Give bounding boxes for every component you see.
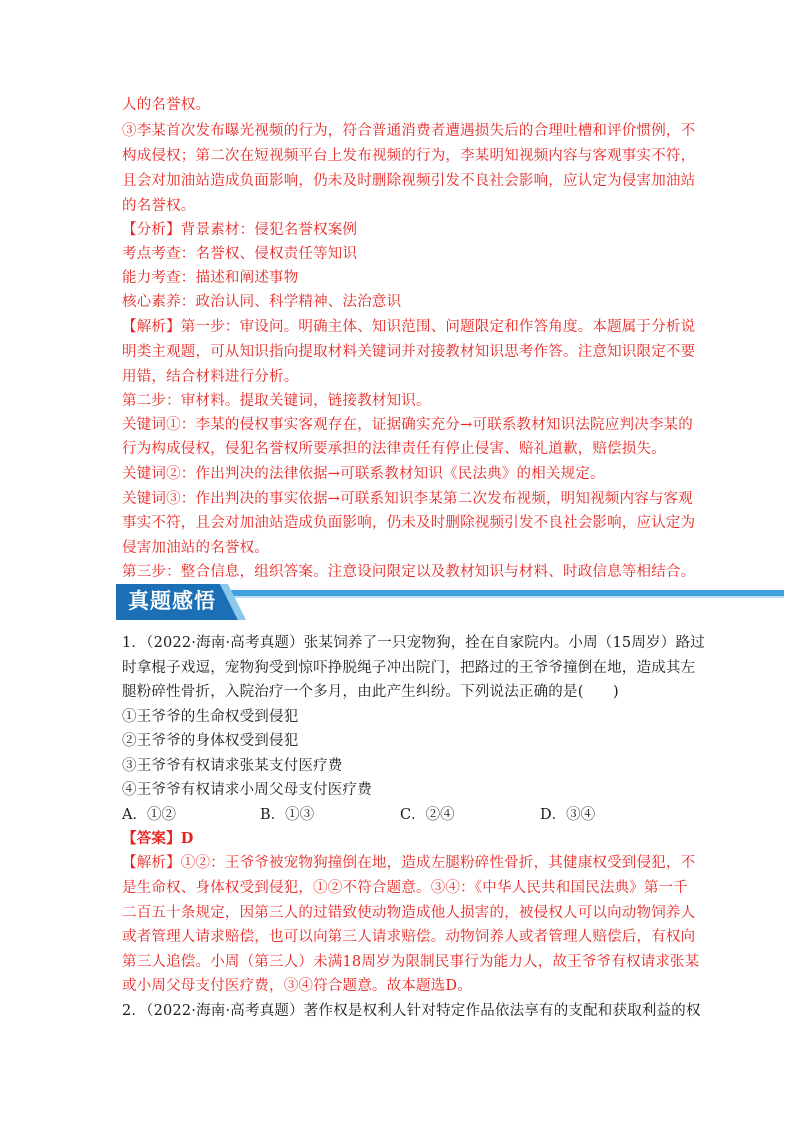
- statement-item: ③王爷爷有权请求张某支付医疗费: [122, 758, 343, 774]
- analysis-line: 第二步：审材料。提取关键词，链接教材知识。: [122, 393, 431, 409]
- analysis-line: 的名誉权。: [122, 198, 196, 214]
- answer-label: 【答案】D: [122, 830, 194, 847]
- analysis-line: 第三步：整合信息，组织答案。注意设问限定以及教材知识与材料、时政信息等相结合。: [122, 564, 696, 580]
- explanation-line: 【解析】①②：王爷爷被宠物狗撞倒在地，造成左腿粉碎性骨折，其健康权受到侵犯，不: [122, 855, 696, 871]
- explanation-line: 或者管理人请求赔偿，也可以向第三人请求赔偿。动物饲养人或者管理人赔偿后，有权向: [122, 929, 696, 945]
- question-stem-line: 时拿棍子戏逗，宠物狗受到惊吓挣脱绳子冲出院门，把路过的王爷爷撞倒在地，造成其左: [122, 660, 696, 676]
- question-stem-line: 腿粉碎性骨折，入院治疗一个多月，由此产生纠纷。下列说法正确的是( ): [122, 684, 619, 700]
- analysis-line: 用错，结合材料进行分析。: [122, 369, 299, 385]
- analysis-line: 关键词③：作出判决的事实依据→可联系知识李某第二次发布视频，明知视频内容与客观: [122, 491, 693, 507]
- analysis-line: 明类主观题，可从知识指向提取材料关键词并对接教材知识思考作答。注意知识限定不要: [122, 344, 696, 360]
- explanation-line: 是生命权、身体权受到侵犯，①②不符合题意。③④：《中华人民共和国民法典》第一千: [122, 880, 689, 896]
- analysis-line: 侵害加油站的名誉权。: [122, 540, 269, 556]
- option-b: B．①③: [260, 807, 315, 823]
- analysis-line: 【分析】背景素材：侵犯名誉权案例: [122, 222, 358, 238]
- explanation-line: 第三人追偿。小周（第三人）未满18周岁为限制民事行为能力人，故王爷爷有权请求张某: [122, 954, 700, 970]
- analysis-line: 行为构成侵权，侵犯名誉权所要承担的法律责任有停止侵害、赔礼道歉，赔偿损失。: [122, 441, 666, 457]
- section-title: 真题感悟: [128, 589, 216, 613]
- option-d: D．③④: [540, 807, 596, 823]
- analysis-line: 关键词①：李某的侵权事实客观存在，证据确实充分→可联系教材知识法院应判决李某的: [122, 417, 693, 433]
- analysis-line: 构成侵权；第二次在短视频平台上发布视频的行为，李某明知视频内容与客观事实不符，: [122, 148, 696, 164]
- option-a: A．①②: [122, 807, 176, 823]
- analysis-line: 且会对加油站造成负面影响，仍未及时删除视频引发不良社会影响，应认定为侵害加油站: [122, 173, 696, 189]
- analysis-line: 【解析】第一步：审设问。明确主体、知识范围、问题限定和作答角度。本题属于分析说: [122, 319, 696, 335]
- analysis-line: 事实不符，且会对加油站造成负面影响，仍未及时删除视频引发不良社会影响，应认定为: [122, 515, 696, 531]
- analysis-line: 能力考查：描述和阐述事物: [122, 270, 299, 286]
- statement-item: ①王爷爷的生命权受到侵犯: [122, 709, 299, 725]
- question-stem-line: 1．（2022·海南·高考真题）张某饲养了一只宠物狗，拴在自家院内。小周（15周岁）路过: [122, 635, 705, 651]
- analysis-line: 核心素养：政治认同、科学精神、法治意识: [122, 294, 402, 310]
- question-stem-line: 2．（2022·海南·高考真题）著作权是权利人针对特定作品依法享有的支配和获取利益的权: [122, 1003, 701, 1019]
- analysis-line: 人的名誉权。: [122, 97, 211, 113]
- analysis-line: ③李某首次发布曝光视频的行为，符合普通消费者遭遇损失后的合理吐槽和评价惯例，不: [122, 123, 696, 139]
- analysis-line: 关键词②：作出判决的法律依据→可联系教材知识《民法典》的相关规定。: [122, 466, 605, 482]
- statement-item: ②王爷爷的身体权受到侵犯: [122, 733, 299, 749]
- explanation-line: 二百五十条规定，因第三人的过错致使动物造成他人损害的，被侵权人可以向动物饲养人: [122, 905, 696, 921]
- option-c: C．②④: [400, 807, 455, 823]
- analysis-line: 考点考查：名誉权、侵权责任等知识: [122, 246, 358, 262]
- statement-item: ④王爷爷有权请求小周父母支付医疗费: [122, 782, 372, 798]
- explanation-line: 或小周父母支付医疗费，③④符合题意。故本题选D。: [122, 978, 472, 994]
- section-banner: [116, 582, 784, 622]
